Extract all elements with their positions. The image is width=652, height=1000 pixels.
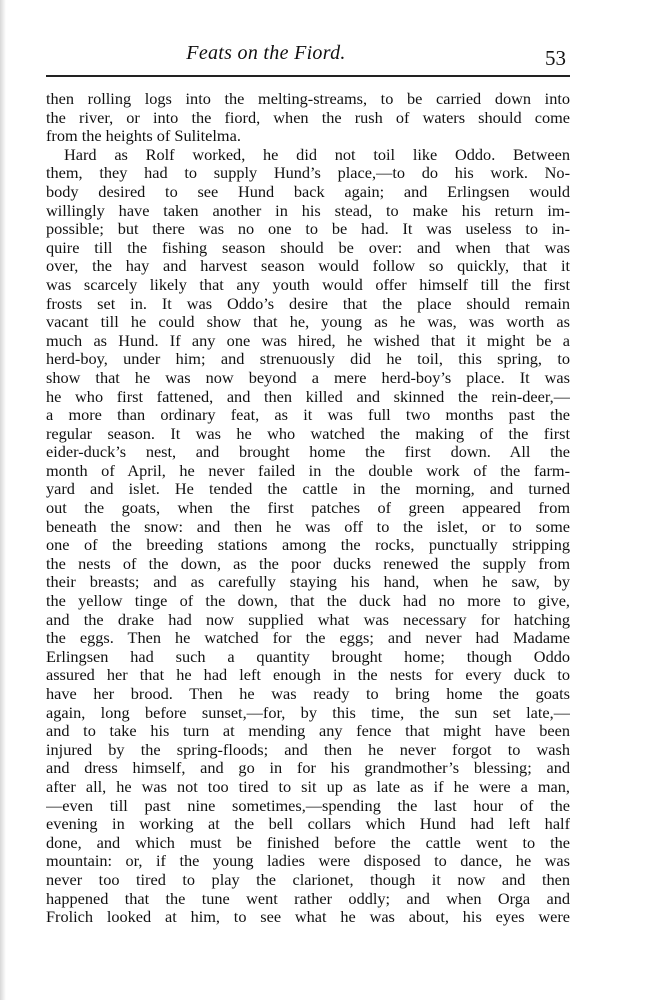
text-line: vacant till he could show that he, young as he was, was worth as (46, 313, 570, 332)
text-line: herd-boy, under him; and strenuously did he toil, this spring, to (46, 350, 570, 369)
text-line: yard and islet. He tended the cattle in the morning, and turned (46, 480, 570, 499)
text-line: the eggs. Then he watched for the eggs; and never had Madame (46, 629, 570, 648)
text-line: the river, or into the fiord, when the rush of waters should come (46, 108, 570, 127)
text-line: regular season. It was he who watched the making of the first (46, 424, 570, 443)
text-line: and to take his turn at mending any fence that might have been (46, 722, 570, 741)
page-header (46, 40, 570, 80)
text-line: never too tired to play the clarionet, though it now and then (46, 870, 570, 889)
text-line: over, the hay and harvest season would follow so quickly, that it (46, 257, 570, 276)
text-line: much as Hund. If any one was hired, he wished that it might be a (46, 331, 570, 350)
text-line: was scarcely likely that any youth would offer himself till the first (46, 275, 570, 294)
text-line: he who first fattened, and then killed and skinned the rein-deer,— (46, 387, 570, 406)
text-line: happened that the tune went rather oddly; and when Orga and (46, 889, 570, 908)
text-line: mountain: or, if the young ladies were disposed to dance, he was (46, 852, 570, 871)
text-line: body desired to see Hund back again; and Erlingsen would (46, 182, 570, 201)
text-line: one of the breeding stations among the rocks, punctually stripping (46, 536, 570, 555)
paragraph-start-line: Hard as Rolf worked, he did not toil like Oddo. Between (64, 145, 570, 164)
text-line: again, long before sunset,—for, by this time, the sun set late,— (46, 703, 570, 722)
text-line: eider-duck’s nest, and brought home the first down. All the (46, 443, 570, 462)
text-line: beneath the snow: and then he was off to the islet, or to some (46, 517, 570, 536)
text-line: month of April, he never failed in the double work of the farm- (46, 461, 570, 480)
text-line: show that he was now beyond a mere herd-boy’s place. It was (46, 368, 570, 387)
text-line: them, they had to supply Hund’s place,—to do his work. No- (46, 164, 570, 183)
text-line: and dress himself, and go in for his grandmother’s blessing; and (46, 759, 570, 778)
text-line: injured by the spring-floods; and then he never forgot to wash (46, 740, 570, 759)
text-line: possible; but there was no one to be had. It was useless to in- (46, 220, 570, 239)
text-line: after all, he was not too tired to sit up as late as if he were a man, (46, 777, 570, 796)
text-line: then rolling logs into the melting-streams, to be carried down into (46, 90, 570, 108)
text-line: done, and which must be finished before the cattle went to the (46, 833, 570, 852)
text-line: the yellow tinge of the down, that the duck had no more to give, (46, 592, 570, 611)
text-line: evening in working at the bell collars which Hund had left half (46, 815, 570, 834)
text-line: assured her that he had left enough in the nests for every duck to (46, 666, 570, 685)
text-line: a more than ordinary feat, as it was full two months past the (46, 406, 570, 425)
text-line: their breasts; and as carefully staying his hand, when he saw, by (46, 573, 570, 592)
page-number: 53 (545, 46, 566, 70)
body-text (46, 90, 570, 927)
running-title: Feats on the Fiord. (186, 42, 346, 64)
text-line: willingly have taken another in his stead, to make his return im- (46, 201, 570, 220)
text-line: from the heights of Sulitelma. (46, 127, 241, 146)
page-scan-edge (0, 0, 6, 1000)
text-line: have her brood. Then he was ready to bring home the goats (46, 685, 570, 703)
text-line: Erlingsen had such a quantity brought home; though Oddo (46, 647, 570, 666)
text-line: the nests of the down, as the poor ducks renewed the supply from (46, 554, 570, 573)
text-line: out the goats, when the first patches of green appeared from (46, 499, 570, 518)
header-rule (46, 75, 570, 77)
text-line: Frolich looked at him, to see what he was about, his eyes were (46, 908, 570, 927)
text-line: —even till past nine sometimes,—spending the last hour of the (46, 796, 570, 815)
text-line: quire till the fishing season should be over: and when that was (46, 238, 570, 257)
text-line: frosts set in. It was Oddo’s desire that the place should remain (46, 294, 570, 313)
text-line: and the drake had now supplied what was necessary for hatching (46, 610, 570, 629)
